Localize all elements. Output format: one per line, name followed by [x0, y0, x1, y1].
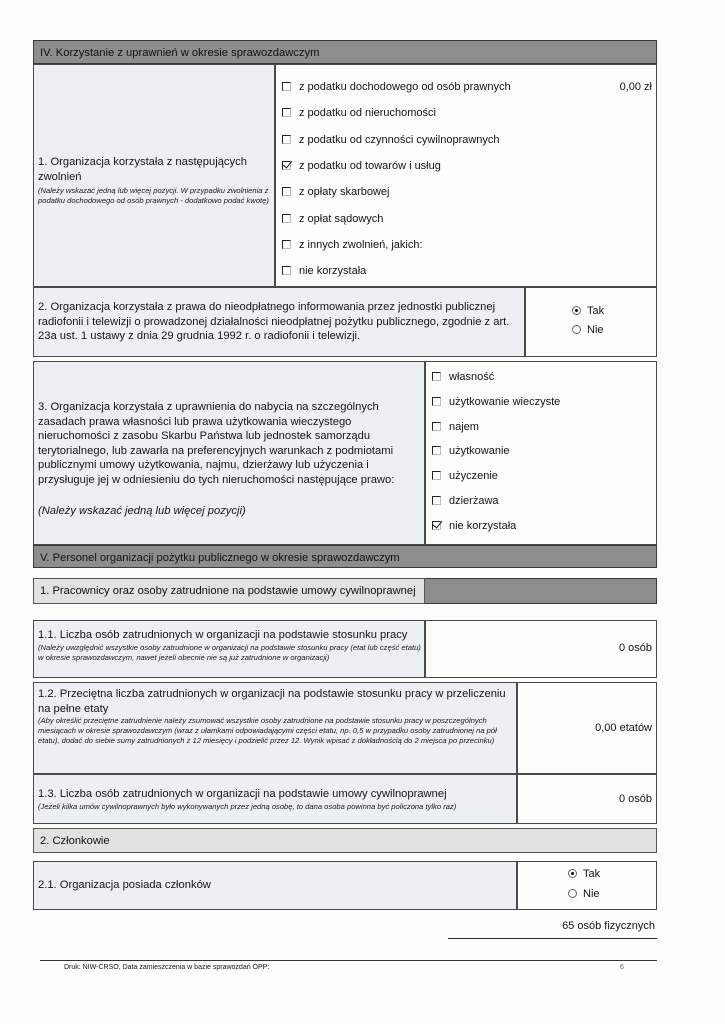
sub2-header [33, 828, 657, 853]
q1-label-cell [33, 64, 275, 287]
section-iv-title: IV. Korzystanie z uprawnień w okresie sprawozdawczym [40, 47, 320, 59]
q1-option[interactable] [282, 186, 390, 198]
q1-option-label: z innych zwolnień, jakich: [299, 238, 423, 251]
members-underline [448, 938, 657, 939]
q1-checkbox[interactable] [282, 266, 291, 275]
q1-option-label: z podatku dochodowego od osób prawnych [299, 81, 511, 93]
q1-options-cell [275, 64, 657, 287]
q3-checkbox[interactable] [432, 471, 441, 480]
q3-label-cell [33, 361, 425, 545]
q21-label: 2.1. Organizacja posiada członków [38, 879, 211, 891]
q3-option-label: użytkowanie wieczyste [449, 395, 561, 408]
q1-option[interactable] [282, 81, 511, 93]
q1-option-label: z podatku od towarów i usług [299, 159, 441, 172]
q3-option-label: dzierżawa [449, 495, 499, 507]
q3-option-label: nie korzystała [449, 519, 517, 532]
q12-note: (Aby określić przeciętne zatrudnienie należy zsumować wszystkie osoby zatrudnione na podstawie stosunku pracy w poszczególnych miesiącach w okresie sprawozdawczym (wraz z ułamkami odpowiadającymi części etatu, np. 0,5 w przypadku osoby zatrudnionej na pół etatu), dodać do siebie sumy zatrudnionych z 12 miesięcy i podzielić przez 12. Wynik wpisać z dokładnością do 2 miejsca po przecinku) [38, 716, 497, 745]
q21-answer-cell [517, 861, 657, 910]
q1-option-label: z podatku od nieruchomości [299, 107, 436, 120]
q21-yes-radio[interactable] [568, 869, 577, 878]
footer-page-number: 6 [620, 964, 624, 971]
q2-answer-cell [525, 287, 657, 357]
q3-checkbox[interactable] [432, 446, 441, 455]
q3-option[interactable] [432, 495, 499, 507]
q3-option[interactable] [432, 396, 560, 408]
q1-option-label: z opłat sądowych [299, 212, 384, 225]
sub1-header [33, 578, 425, 604]
q11-note: (Należy uwzględnić wszystkie osoby zatrudnione w organizacji na podstawie stosunku pracy (etat lub część etatu) w okresie sprawozdawczym, nawet jeżeli obecnie nie są już zatrudnione w organizacji) [38, 642, 421, 662]
q3-options-cell [425, 361, 657, 545]
q1-option[interactable] [282, 265, 366, 277]
q1-checkbox[interactable] [282, 240, 291, 249]
q11-label-cell [33, 620, 425, 678]
q12-value: 0,00 etatów [595, 722, 652, 734]
q12-label-cell [33, 682, 517, 774]
q1-option[interactable] [282, 134, 500, 146]
q21-yes-option[interactable] [568, 868, 600, 880]
q2-yes-option[interactable] [572, 305, 604, 317]
q1-checkbox[interactable] [282, 82, 291, 91]
q13-label-cell [33, 774, 517, 824]
q2-no-radio[interactable] [572, 325, 581, 334]
q3-label: 3. Organizacja korzystała z uprawnienia do nabycia na szczególnych zasadach prawa własności lub prawa użytkowania wieczystego nieruchomości z zasobu Skarbu Państwa lub jednostek samorządu terytorialnego, lub zawarła na preferencyjnych warunkach z podmiotami publicznymi umowy użytkowania, najmu, dzierżawy lub użyczenia i przysługuje jej w odniesieniu do tych nieruchomości następujące prawo: [38, 401, 395, 486]
section-v-header [33, 545, 657, 568]
q21-label-cell [33, 861, 517, 910]
q3-option[interactable] [432, 520, 516, 532]
q2-label-cell [33, 287, 525, 357]
q1-checkbox[interactable] [282, 135, 291, 144]
q3-option-label: najem [449, 420, 479, 433]
q2-yes-radio[interactable] [572, 306, 581, 315]
q11-value: 0 osób [618, 642, 652, 654]
q1-option-label: z podatku od czynności cywilnoprawnych [299, 133, 500, 146]
q1-option[interactable] [282, 160, 441, 172]
q3-option[interactable] [432, 371, 494, 383]
q2-yes-label: Tak [587, 305, 605, 317]
q3-option[interactable] [432, 445, 510, 457]
q1-option[interactable] [282, 213, 383, 225]
q13-value: 0 osób [618, 793, 652, 805]
q3-option[interactable] [432, 470, 498, 482]
q1-option[interactable] [282, 107, 436, 119]
q3-option-label: użyczenie [449, 470, 498, 483]
q3-checkbox[interactable] [432, 496, 441, 505]
footer-rule [40, 960, 657, 961]
q1-checkbox[interactable] [282, 214, 291, 223]
q11-value-cell [425, 620, 657, 678]
q21-no-label: Nie [583, 888, 600, 900]
q2-no-label: Nie [587, 324, 604, 336]
q13-value-cell [517, 774, 657, 824]
q11-label: 1.1. Liczba osób zatrudnionych w organizacji na podstawie stosunku pracy [38, 629, 408, 641]
sub1-title: 1. Pracownicy oraz osoby zatrudnione na podstawie umowy cywilnoprawnej [40, 585, 416, 597]
q3-option-label: użytkowanie [449, 445, 510, 458]
q1-note: (Należy wskazać jedną lub więcej pozycji. W przypadku zwolnienia z podatku dochodowego od osób prawnych - dodatkowo podać kwotę) [38, 186, 269, 205]
q3-option-label: własność [449, 371, 495, 383]
q12-value-cell [517, 682, 657, 774]
q1-label: 1. Organizacja korzystała z następujących zwolnień [38, 156, 247, 183]
sub1-header-fill [425, 578, 657, 604]
q21-no-radio[interactable] [568, 889, 577, 898]
q13-label: 1.3. Liczba osób zatrudnionych w organizacji na podstawie umowy cywilnoprawnej [38, 788, 447, 800]
q21-no-option[interactable] [568, 888, 600, 900]
q1-checkbox[interactable] [282, 187, 291, 196]
q21-yes-label: Tak [583, 868, 601, 880]
q1-amount: 0,00 zł [619, 81, 652, 93]
q1-option-label: nie korzystała [299, 265, 367, 278]
q3-checkbox[interactable] [432, 422, 441, 431]
section-v-title: V. Personel organizacji pożytku publicznego w okresie sprawozdawczym [40, 552, 400, 564]
footer-print-info: Druk: NIW-CRSO, Data zamieszczenia w bazie sprawozdań OPP: [64, 964, 270, 971]
q12-label: 1.2. Przeciętna liczba zatrudnionych w organizacji na podstawie stosunku pracy w przeliczeniu na pełne etaty [38, 688, 506, 715]
q1-checkbox[interactable] [282, 108, 291, 117]
section-iv-header [33, 40, 657, 64]
q1-checkbox[interactable] [282, 161, 291, 170]
q3-checkbox[interactable] [432, 521, 441, 530]
members-value: 65 osób fizycznych [562, 920, 655, 932]
q3-option[interactable] [432, 421, 479, 433]
q3-checkbox[interactable] [432, 372, 441, 381]
q2-label: 2. Organizacja korzystała z prawa do nieodpłatnego informowania przez jednostki publicznej radiofonii i telewizji o prowadzonej działalności nieodpłatnej pożytku publicznego, zgodnie z art. 23a ust. 1 ustawy z dnia 29 grudnia 1992 r. o radiofonii i telewizji. [38, 301, 510, 342]
sub2-title: 2. Członkowie [40, 835, 110, 847]
q13-note: (Jeżeli kilka umów cywilnoprawnych było wykonywanych przez jedną osobę, to dana osoba powinna być policzona tylko raz) [38, 801, 457, 811]
q2-no-option[interactable] [572, 324, 604, 336]
q3-note: (Należy wskazać jedną lub więcej pozycji) [38, 505, 246, 517]
q3-checkbox[interactable] [432, 397, 441, 406]
q1-option[interactable] [282, 239, 423, 251]
q1-option-label: z opłaty skarbowej [299, 186, 390, 199]
